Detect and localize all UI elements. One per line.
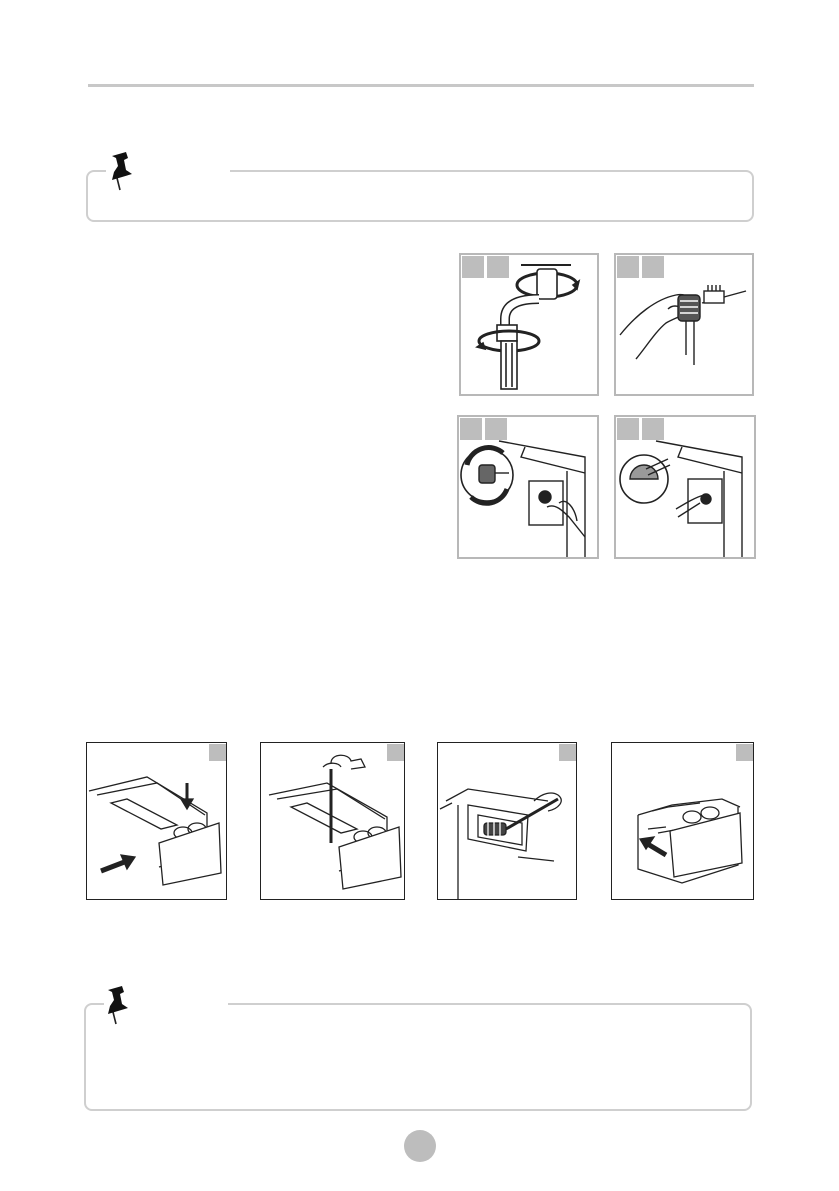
figure-machine-inlet-pliers xyxy=(614,415,756,559)
step-badge xyxy=(387,744,404,761)
pushpin-icon xyxy=(104,150,138,198)
step-badge xyxy=(460,418,482,440)
note-box-top xyxy=(86,170,754,222)
step-badge xyxy=(487,256,509,278)
step-badge xyxy=(642,418,664,440)
figure-machine-inlet-unscrew xyxy=(457,415,599,559)
figure-drawer-insert xyxy=(611,742,754,900)
figure-drawer-remove xyxy=(86,742,227,900)
figure-drawer-rinse xyxy=(260,742,405,900)
figure-tap-filter-brush xyxy=(614,253,754,396)
header-rule xyxy=(88,84,754,87)
page-number-badge xyxy=(404,1130,436,1162)
step-badge xyxy=(559,744,576,761)
step-badge xyxy=(642,256,664,278)
figure-tap-filter-unscrew xyxy=(459,253,599,396)
step-badge xyxy=(485,418,507,440)
figure-drawer-cavity-brush xyxy=(437,742,577,900)
pushpin-icon xyxy=(100,984,134,1032)
step-badge xyxy=(617,418,639,440)
note-box-bottom xyxy=(84,1003,752,1111)
step-badge xyxy=(462,256,484,278)
step-badge xyxy=(736,744,753,761)
step-badge xyxy=(209,744,226,761)
step-badge xyxy=(617,256,639,278)
